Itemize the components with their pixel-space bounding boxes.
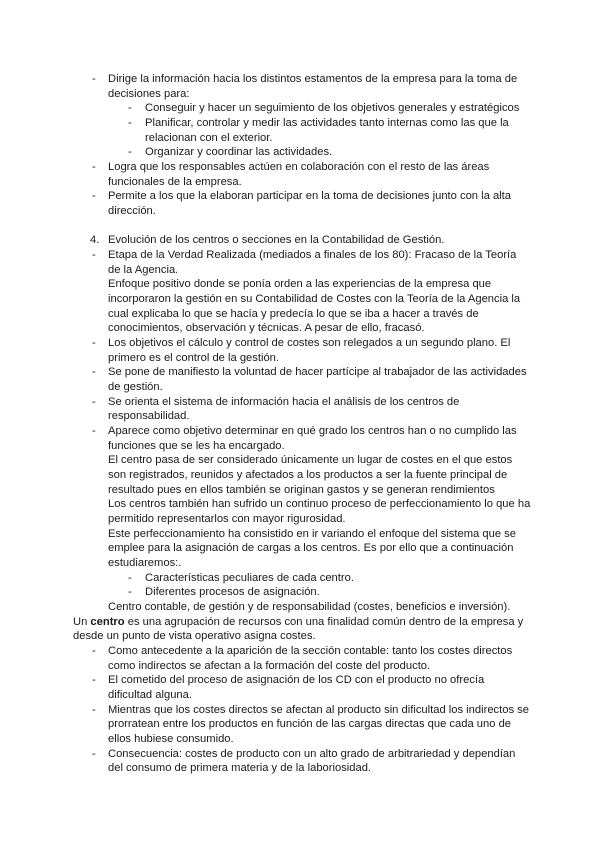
bullet-dash: - (92, 190, 96, 202)
text-line: dirección. (108, 205, 156, 217)
text-line: El centro pasa de ser considerado únicamente un lugar de costes en el que estos (108, 454, 513, 466)
text-line: emplee para la asignación de cargas a los centros. Es por ello que a continuación (108, 542, 514, 554)
text-line: del consumo de primera materia y de la laboriosidad. (108, 762, 372, 774)
text-line: Logra que los responsables actúen en colaboración con el resto de las áreas (108, 161, 490, 173)
text-line: Mientras que los costes directos se afectan al producto sin dificultad los indirectos se (108, 704, 529, 716)
definition-line: Un centro es una agrupación de recursos con una finalidad común dentro de la empresa y (73, 616, 524, 628)
text-line: Planificar, controlar y medir las actividades tanto internas como las que la (145, 117, 509, 129)
text-line: son registrados, reunidos y afectados a los productos a ser la fuente principal de (108, 469, 508, 481)
bullet-dash: - (92, 337, 96, 349)
text-line: Etapa de la Verdad Realizada (mediados a finales de los 80): Fracaso de la Teoría (108, 249, 517, 261)
section-heading: Evolución de los centros o secciones en la Contabilidad de Gestión. (108, 234, 445, 246)
text-line: relacionan con el exterior. (145, 132, 273, 144)
definition-line: desde un punto de vista operativo asigna costes. (73, 630, 316, 642)
text-line: Características peculiares de cada centro. (145, 572, 354, 584)
bullet-dash: - (92, 366, 96, 378)
text-line: Permite a los que la elaboran participar en la toma de decisiones junto con la alta (108, 190, 511, 202)
text-line: Aparece como objetivo determinar en qué grado los centros han o no cumplido las (108, 425, 517, 437)
text-line: Se orienta el sistema de información hacia el análisis de los centros de (108, 396, 460, 408)
text-line: El cometido del proceso de asignación de los CD con el producto no ofrecía (108, 674, 485, 686)
text-line: funcionales de la empresa. (108, 176, 242, 188)
text-line: permitido representarlos con mayor rigurosidad. (108, 513, 346, 525)
text-line: Se pone de manifiesto la voluntad de hacer partícipe al trabajador de las actividades (108, 366, 527, 378)
bold-term: centro (90, 616, 125, 628)
text-line: Este perfeccionamiento ha consistido en ir variando el enfoque del sistema que se (108, 528, 516, 540)
text-line: Centro contable, de gestión y de responsabilidad (costes, beneficios e inversión). (108, 601, 511, 613)
text-line: resultado pues en ellos también se originan gastos y se generan rendimientos (108, 484, 495, 496)
text-line: Conseguir y hacer un seguimiento de los objetivos generales y estratégicos (145, 102, 520, 114)
sub-bullet-dash: - (128, 586, 132, 598)
bullet-dash: - (92, 425, 96, 437)
text-line: como indirectos se afectan a la formación del coste del producto. (108, 660, 431, 672)
text-line: primero es el control de la gestión. (108, 352, 280, 364)
text-line: incorporaron la gestión en su Contabilidad de Costes con la Teoría de la Agencia la (108, 293, 521, 305)
sub-bullet-dash: - (128, 572, 132, 584)
text-line: responsabilidad. (108, 410, 190, 422)
bullet-dash: - (92, 249, 96, 261)
text-line: decisiones para: (108, 88, 190, 100)
sub-bullet-dash: - (128, 117, 132, 129)
text-line: dificultad alguna. (108, 689, 192, 701)
bullet-dash: - (92, 704, 96, 716)
text-line: Los centros también han sufrido un continuo proceso de perfeccionamiento lo que ha (108, 498, 531, 510)
text-line: prorratean entre los productos en función de las cargas directas que cada uno de (108, 718, 512, 730)
bullet-dash: - (92, 161, 96, 173)
bullet-dash: - (92, 645, 96, 657)
bullet-dash: - (92, 674, 96, 686)
text-line: Diferentes procesos de asignación. (145, 586, 320, 598)
text-line: conocimientos, observación y técnicas. A pesar de ello, fracasó. (108, 322, 425, 334)
bullet-dash: - (92, 748, 96, 760)
text-line: Dirige la información hacia los distintos estamentos de la empresa para la toma de (108, 73, 518, 85)
text-line: funciones que se les ha encargado. (108, 440, 285, 452)
text-line: Organizar y coordinar las actividades. (145, 146, 333, 158)
text-line: cual explicaba lo que se hacía y predecía lo que se iba a hacer a través de (108, 308, 479, 320)
text-line: Como antecedente a la aparición de la sección contable: tanto los costes directos (108, 645, 513, 657)
bullet-dash: - (92, 396, 96, 408)
text-line: de la Agencia. (108, 264, 179, 276)
text-line: Consecuencia: costes de producto con un alto grado de arbitrariedad y dependían (108, 748, 516, 760)
sub-bullet-dash: - (128, 146, 132, 158)
sub-bullet-dash: - (128, 102, 132, 114)
section-number: 4. (90, 234, 100, 246)
text-line: de gestión. (108, 381, 163, 393)
bullet-dash: - (92, 73, 96, 85)
text-line: estudiaremos:. (108, 557, 182, 569)
text-line: ellos hubiese consumido. (108, 733, 234, 745)
text-line: Los objetivos el cálculo y control de costes son relegados a un segundo plano. El (108, 337, 511, 349)
text-line: Enfoque positivo donde se ponía orden a las experiencias de la empresa que (108, 278, 492, 290)
